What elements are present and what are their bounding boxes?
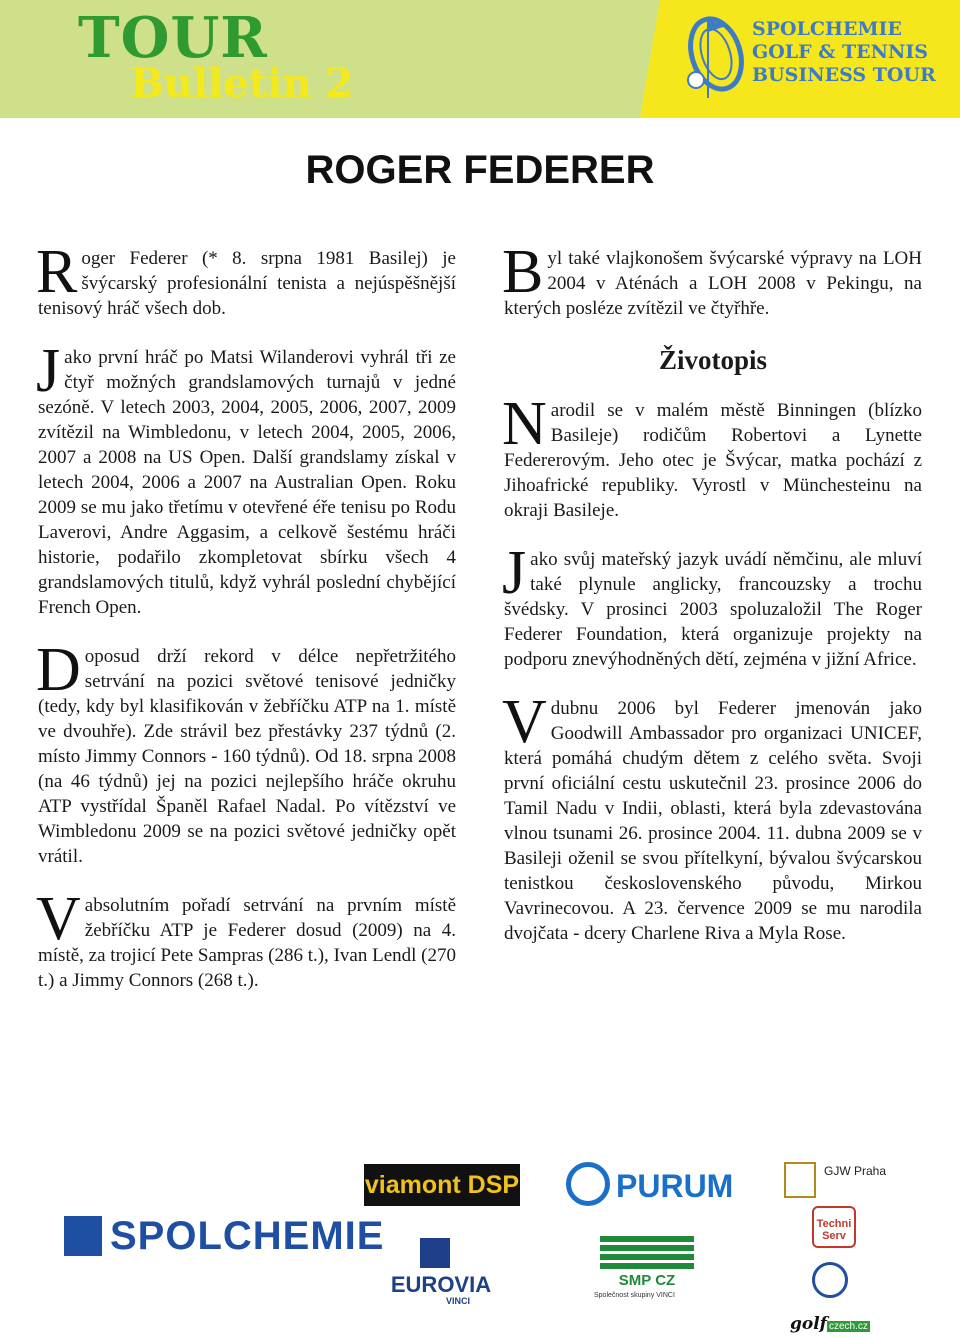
paragraph xyxy=(36,636,456,869)
round-emblem-icon xyxy=(812,1262,848,1298)
spolchemie-text: SPOLCHEMIE xyxy=(110,1214,385,1258)
smp-logo xyxy=(594,1236,718,1308)
drop-cap: J xyxy=(502,539,527,607)
golf-tennis-logo-icon xyxy=(678,10,746,102)
viamont-logo xyxy=(364,1164,520,1206)
gjw-mark-icon xyxy=(784,1162,816,1198)
eurovia-mark-icon xyxy=(420,1238,450,1268)
paragraph-text: arodil se v malém městě Binningen (blízko Basileje) rodičům Robertovi a Lynette Federerovým. Jeho otec je Švýcar, matka pochází z Jihoafrické republiky. Vyrostl v Münchesteinu na okraji Basileje. xyxy=(504,400,922,521)
smp-text: SMP CZ xyxy=(618,1272,676,1289)
smp-subtext: Společnost skupiny VINCI xyxy=(594,1292,675,1299)
paragraph-text: oger Federer (* 8. srpna 1981 Basilej) je švýcarský profesionální tenista a nejúspěšnější tenisový hráč všech dob. xyxy=(38,248,456,319)
spolchemie-logo xyxy=(64,1214,385,1258)
paragraph xyxy=(502,390,922,523)
drop-cap: B xyxy=(502,238,544,306)
viamont-text: viamont DSP xyxy=(364,1171,520,1199)
paragraph-text: oposud drží rekord v délce nepřetržitého setrvání na pozici světové tenisové jedničky (tedy, kdy byl klasifikován v žebříčku ATP na 1. místě ve dvouhře). Zde strávil bez přestávky 237 týdnů (2. místo Jimmy Connors - 160 týdnů). Od 18. srpna 2008 (na 46 týdnů) jej na pozici nejlepšího hráče okruhu ATP vystřídal Španěl Rafael Nadal. Po vítězství ve Wimbledonu 2009 se na pozici světové jedničky opět vrátil. xyxy=(38,646,456,867)
bulletin-title: Bulletin 2 xyxy=(130,60,354,107)
purum-logo xyxy=(566,1162,734,1214)
drop-cap: J xyxy=(36,337,61,405)
brand-line: SPOLCHEMIE xyxy=(752,18,902,40)
section-heading-zivotopis: Životopis xyxy=(658,345,768,375)
paragraph-text: yl také vlajkonošem švýcarské výpravy na LOH 2004 v Aténách a LOH 2008 v Pekingu, na kterých posléze zvítězil ve čtyřhře. xyxy=(504,248,922,319)
paragraph xyxy=(502,539,922,672)
tour-title: TOUR xyxy=(78,5,268,71)
golf-subtext: czech.cz xyxy=(829,1321,868,1332)
page-title: ROGER FEDERER xyxy=(305,148,655,192)
purum-ring-icon xyxy=(566,1162,610,1206)
header-banner xyxy=(0,0,960,118)
purum-text: PURUM xyxy=(616,1168,734,1204)
drop-cap: V xyxy=(36,885,81,953)
paragraph xyxy=(36,885,456,993)
gjw-text: GJW Praha xyxy=(824,1164,887,1178)
techniserv-text: Techni Serv xyxy=(816,1218,852,1242)
drop-cap: D xyxy=(36,636,81,704)
paragraph-text: ako první hráč po Matsi Wilanderovi vyhrál tři ze čtyř možných grandslamových turnajů v jedné sezóně. V letech 2003, 2004, 2005, 2006, 2007, 2009 zvítězil na Wimbledonu, v letech 2004, 2005, 2006, 2007 a 2008 na US Open. Další grandslamy získal v letech 2004, 2006 a 2007 na Australian Open. Roku 2009 se mu jako třetímu v otevřené éře tenisu po Rodu Laverovi, Andre Aggasim, a celkově šestému hráči historie, podařilo zkompletovat sbírku všech 4 grandslamových titulů, když vyhrál poslední chybějící French Open. xyxy=(38,347,456,618)
sponsor-logos xyxy=(0,1140,960,1338)
paragraph xyxy=(36,238,456,321)
gjw-logo xyxy=(784,1162,894,1200)
drop-cap: R xyxy=(36,238,78,306)
paragraph-text: absolutním pořadí setrvání na prvním místě žebříčku ATP je Federer dosud (2009) na 4. místě, za trojicí Pete Sampras (286 t.), Ivan Lendl (270 t.) a Jimmy Connors (268 t.). xyxy=(38,895,456,991)
left-column xyxy=(36,238,456,1017)
right-column xyxy=(502,238,922,970)
golf-text: golf xyxy=(790,1314,827,1334)
drop-cap: N xyxy=(502,390,547,458)
paragraph xyxy=(36,337,456,620)
paragraph-text: dubnu 2006 byl Federer jmenován jako Goodwill Ambassador pro organizaci UNICEF, která pomáhá chudým dětem z celého světa. Svoji první oficiální cestu uskutečnil 23. prosince 2006 do Tamil Nadu v Indii, oblasti, která byla zdevastována vlnou tsunami 26. prosince 2004. 11. dubna 2009 se v Basileji oženil se svou přítelkyní, bývalou švýcarskou tenistkou československého původu, Mirkou Vavrinecovou. A 23. července 2009 se mu narodila dvojčata - dcery Charlene Riva a Myla Rose. xyxy=(504,698,922,944)
eurovia-logo xyxy=(376,1238,516,1308)
paragraph xyxy=(502,688,922,946)
smp-bars-icon xyxy=(600,1236,694,1270)
drop-cap: V xyxy=(502,688,547,756)
eurovia-subtext: VINCI xyxy=(446,1296,471,1306)
eurovia-text: EUROVIA xyxy=(390,1272,492,1297)
techniserv-logo xyxy=(812,1206,856,1248)
paragraph-text: ako svůj mateřský jazyk uvádí němčinu, ale mluví také plynule anglicky, francouzsky a trochu švédsky. V prosinci 2003 spoluzaložil The Roger Federer Foundation, která organizuje projekty na podporu znevýhodněných dětí, zejména v jižní Africe. xyxy=(504,549,922,670)
brand-line: GOLF & TENNIS xyxy=(752,41,928,63)
brand-text xyxy=(752,18,936,87)
golfczech-logo xyxy=(790,1314,880,1336)
spolchemie-mark-icon xyxy=(64,1216,102,1256)
brand-line: BUSINESS TOUR xyxy=(752,64,936,86)
paragraph xyxy=(502,238,922,321)
